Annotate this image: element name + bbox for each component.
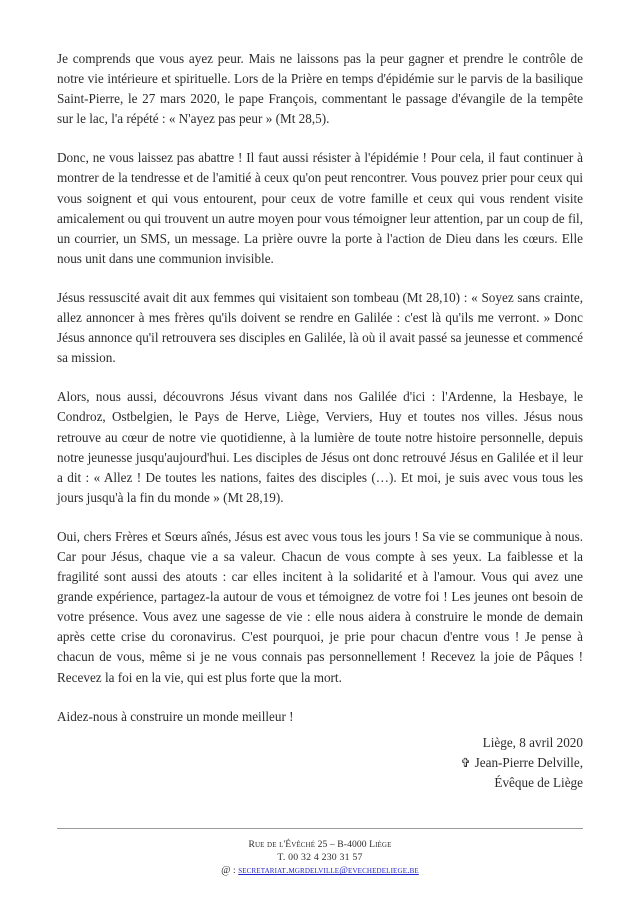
paragraph-3: Jésus ressuscité avait dit aux femmes qui visitaient son tombeau (Mt 28,10) : « Soyez sans crainte, allez annoncer à mes frères qu'ils doivent se rendre en Galilée : c'est là qu'ils me verront. » Donc Jésus annonce qu'il retrouvera ses disciples en Galilée, là où il avait passé sa jeunesse et commencé sa mission. — [57, 289, 583, 366]
letter-body — [57, 49, 583, 793]
footer-phone: T. 00 32 4 230 31 57 — [277, 852, 363, 864]
paragraph-4: Alors, nous aussi, découvrons Jésus vivant dans nos Galilée d'ici : l'Ardenne, la Hesbaye, le Condroz, Ostbelgien, le Pays de Herve, Liège, Verviers, Huy et toutes nos villes. Jésus nous retrouve au cœur de notre vie quotidienne, à la lumière de toute notre histoire personnelle, depuis notre jeunesse jusqu'aujourd'hui. Les disciples de Jésus ont donc retrouvé Jésus en Galilée et il leur a dit : « Allez ! De toutes les nations, faites des disciples (…). Et moi, je suis avec vous tous les jours jusqu'à la fin du monde » (Mt 28,19). — [57, 389, 583, 505]
footer-email-separator: : — [230, 866, 239, 877]
signature-name-line — [57, 753, 583, 773]
paragraph-1: Je comprends que vous ayez peur. Mais ne laissons pas la peur gagner et prendre le contrôle de notre vie intérieure et spirituelle. Lors de la Prière en temps d'épidémie sur le parvis de la basilique Saint-Pierre, le 27 mars 2020, le pape François, commentant le passage d'évangile de la tempête sur le lac, l'a répété : « N'ayez pas peur » (Mt 28,5). — [57, 51, 583, 127]
paragraph-5: Oui, chers Frères et Sœurs aînés, Jésus est avec vous tous les jours ! Sa vie se communique à nous. Car pour Jésus, chaque vie a sa valeur. Chacun de vous compte à ses yeux. La faiblesse et la fragilité sont aussi des atouts : car elles incitent à la solidarité et à l'amour. Vous qui avez une grande expérience, partagez-la autour de vous et témoignez de votre foi ! Les jeunes ont besoin de votre présence. Vous avez une sagesse de vie : elle nous aidera à construire le monde de demain après cette crise du coronavirus. C'est pourquoi, je prie pour chacun d'entre vous ! Je pense à chacun de vous, même si je ne vous connais pas personnellement ! Recevez la joie de Pâques ! Recevez la foi en la vie, qui est plus forte que la mort. — [57, 528, 583, 685]
footer-divider — [57, 828, 583, 829]
signature-name: Jean-Pierre Delville, — [474, 754, 583, 770]
signature-place-date: Liège, 8 avril 2020 — [482, 734, 583, 750]
signature-title: Évêque de Liège — [494, 774, 583, 790]
footer-email-line — [57, 864, 583, 878]
paragraph-2: Donc, ne vous laissez pas abattre ! Il faut aussi résister à l'épidémie ! Pour cela, il faut continuer à montrer de la tendresse et de l'amitié à ceux qu'on peut rencontrer. Vous pouvez prier pour ceux qui vous soignent et qui vous entourent, pour ceux de votre famille et ceux qui vous rendent visite amicalement ou qui trouvent un autre moyen pour vous témoigner leur attention, par un coup de fil, un courrier, un SMS, un message. La prière ouvre la porte à l'action de Dieu dans les cœurs. Elle nous unit dans une communion invisible. — [57, 150, 583, 266]
footer-email-link[interactable]: secretariat.mgrdelville@evechedeliege.be — [238, 866, 419, 877]
footer-address: Rue de l'Évêché 25 – B-4000 Liège — [248, 839, 392, 850]
page-footer — [57, 838, 583, 879]
cross-icon: ✞ — [460, 755, 472, 770]
at-icon: @ — [221, 865, 231, 877]
signature-block — [57, 733, 583, 793]
closing-line: Aidez-nous à construire un monde meilleur ! — [57, 708, 294, 724]
